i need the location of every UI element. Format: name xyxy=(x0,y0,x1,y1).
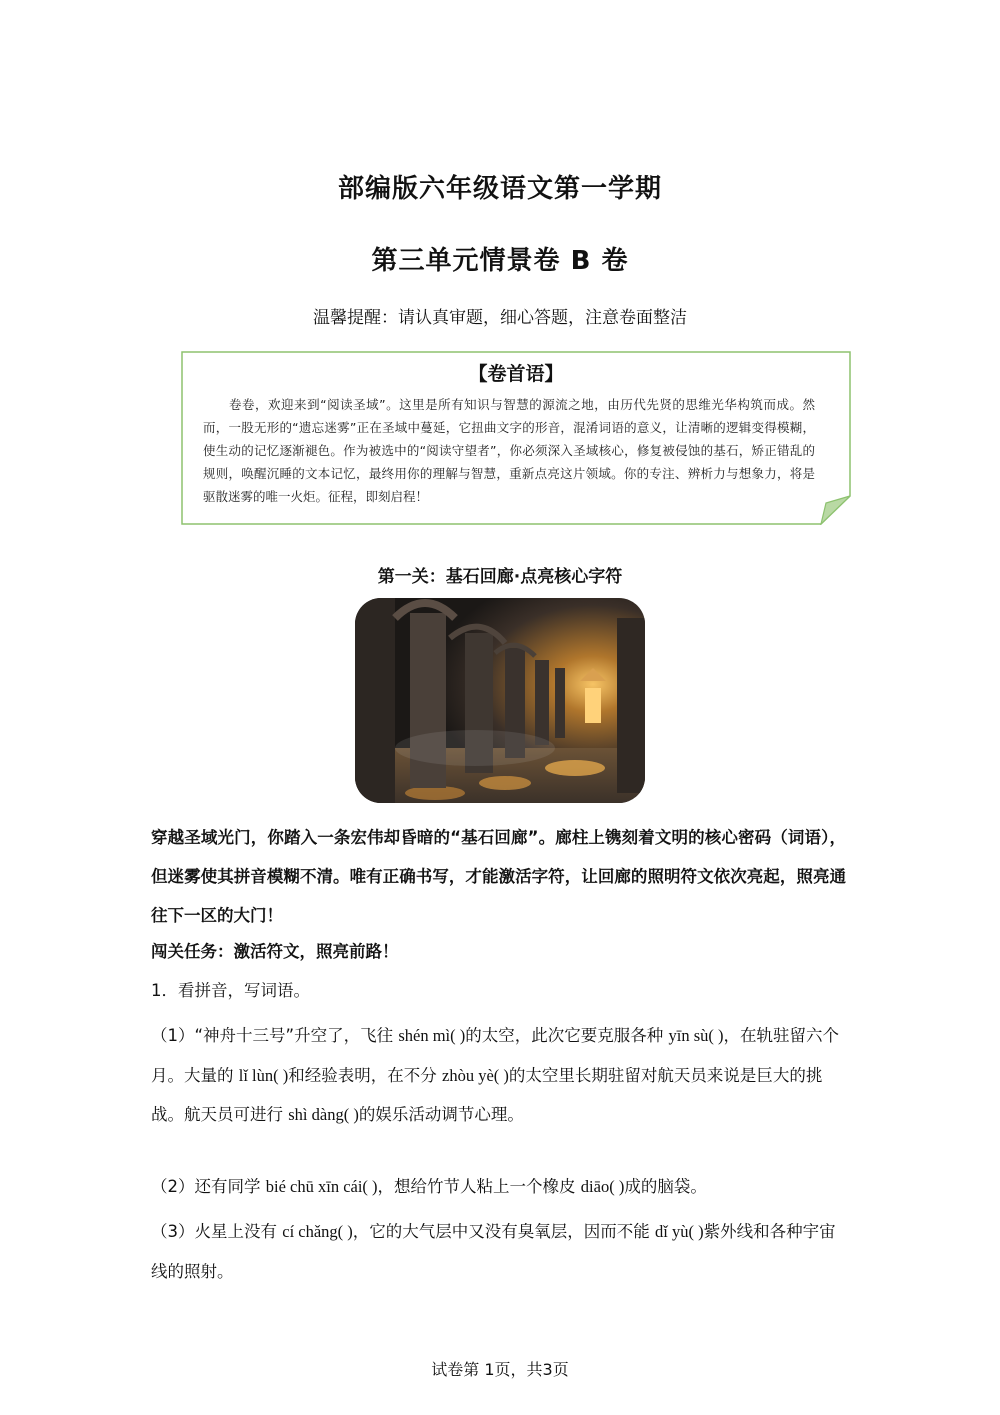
pinyin-blank[interactable]: shì dàng( ) xyxy=(288,1105,359,1124)
question-text: 的娱乐活动调节心理。 xyxy=(358,1105,524,1124)
pinyin-blank[interactable]: zhòu yè( ) xyxy=(442,1065,509,1085)
intro-panel xyxy=(181,351,851,525)
question-text: 的太空，此次它要克服各种 xyxy=(465,1026,669,1045)
story-paragraph: 穿越圣域光门，你踏入一条宏伟却昏暗的“基石回廊”。廊柱上镌刻着文明的核心密码（词语），但迷雾使其拼音模糊不清。唯有正确书写，才能激活字符，让回廊的照明符文依次亮起，照亮通往下一区的大门！ xyxy=(151,828,846,925)
question-text: （1）“神舟十三号”升空了，飞往 xyxy=(151,1026,399,1045)
question-text: 的太空里长期驻留对航天员来说是巨大的挑战。航天员可进行 xyxy=(151,1065,823,1124)
pinyin-blank[interactable]: diāo( ) xyxy=(580,1177,625,1196)
level-title: 第一关：基石回廊·点亮核心字符 xyxy=(377,567,623,587)
exam-subtitle: 第三单元情景卷 B 卷 xyxy=(371,246,629,276)
stone-corridor-illustration xyxy=(355,598,645,803)
page-number: 试卷第 1页，共3页 xyxy=(431,1360,569,1379)
question-text: ，它的大气层中又没有臭氧层，因而不能 xyxy=(352,1222,656,1241)
question-text: （3）火星上没有 xyxy=(151,1222,283,1241)
pinyin-blank[interactable]: lǐ lùn( ) xyxy=(238,1065,289,1085)
exam-title: 部编版六年级语文第一学期 xyxy=(337,174,662,204)
question-text: 和经验表明，在不分 xyxy=(288,1065,442,1085)
pinyin-blank[interactable]: yīn sù( ) xyxy=(668,1026,724,1045)
question-stem: 1．看拼音，写词语。 xyxy=(151,981,310,1000)
intro-text: 卷卷，欢迎来到“阅读圣域”。这里是所有知识与智慧的源流之地，由历代先贤的思维光华构筑而成。然而，一股无形的“遗忘迷雾”正在圣域中蔓延，它扭曲文字的形音，混淆词语的意义，让清晰的逻辑变得模糊，使生动的记忆逐渐褪色。作为被选中的“阅读守望者”，你必须深入圣域核心，修复被侵蚀的基石，矫正错乱的规则，唤醒沉睡的文本记忆，最终用你的理解与智慧，重新点亮这片领域。你的专注、辨析力与想象力，将是驱散迷雾的唯一火炬。征程，即刻启程！ xyxy=(203,397,815,504)
question-item xyxy=(151,1212,846,1291)
reminder-text: 温馨提醒：请认真审题，细心答题，注意卷面整洁 xyxy=(313,308,687,328)
task-line: 闯关任务：激活符文，照亮前路！ xyxy=(151,942,399,961)
question-item xyxy=(151,1016,846,1135)
question-item xyxy=(151,1173,846,1197)
intro-title: 【卷首语】 xyxy=(468,363,564,385)
question-text: 紫外线和各种宇宙线的照射。 xyxy=(151,1222,836,1281)
question-text: （2）还有同学 xyxy=(151,1177,266,1196)
pinyin-blank[interactable]: cí chǎng( ) xyxy=(282,1222,353,1241)
pinyin-blank[interactable]: dǐ yù( ) xyxy=(655,1222,704,1241)
question-text: ，在轨驻留六个月。大量的 xyxy=(151,1026,839,1085)
question-text: ，想给竹节人粘上一个橡皮 xyxy=(377,1177,581,1196)
pinyin-blank[interactable]: shén mì( ) xyxy=(398,1026,466,1045)
pinyin-blank[interactable]: bié chū xīn cái( ) xyxy=(265,1177,378,1196)
question-text: 成的脑袋。 xyxy=(624,1177,707,1196)
